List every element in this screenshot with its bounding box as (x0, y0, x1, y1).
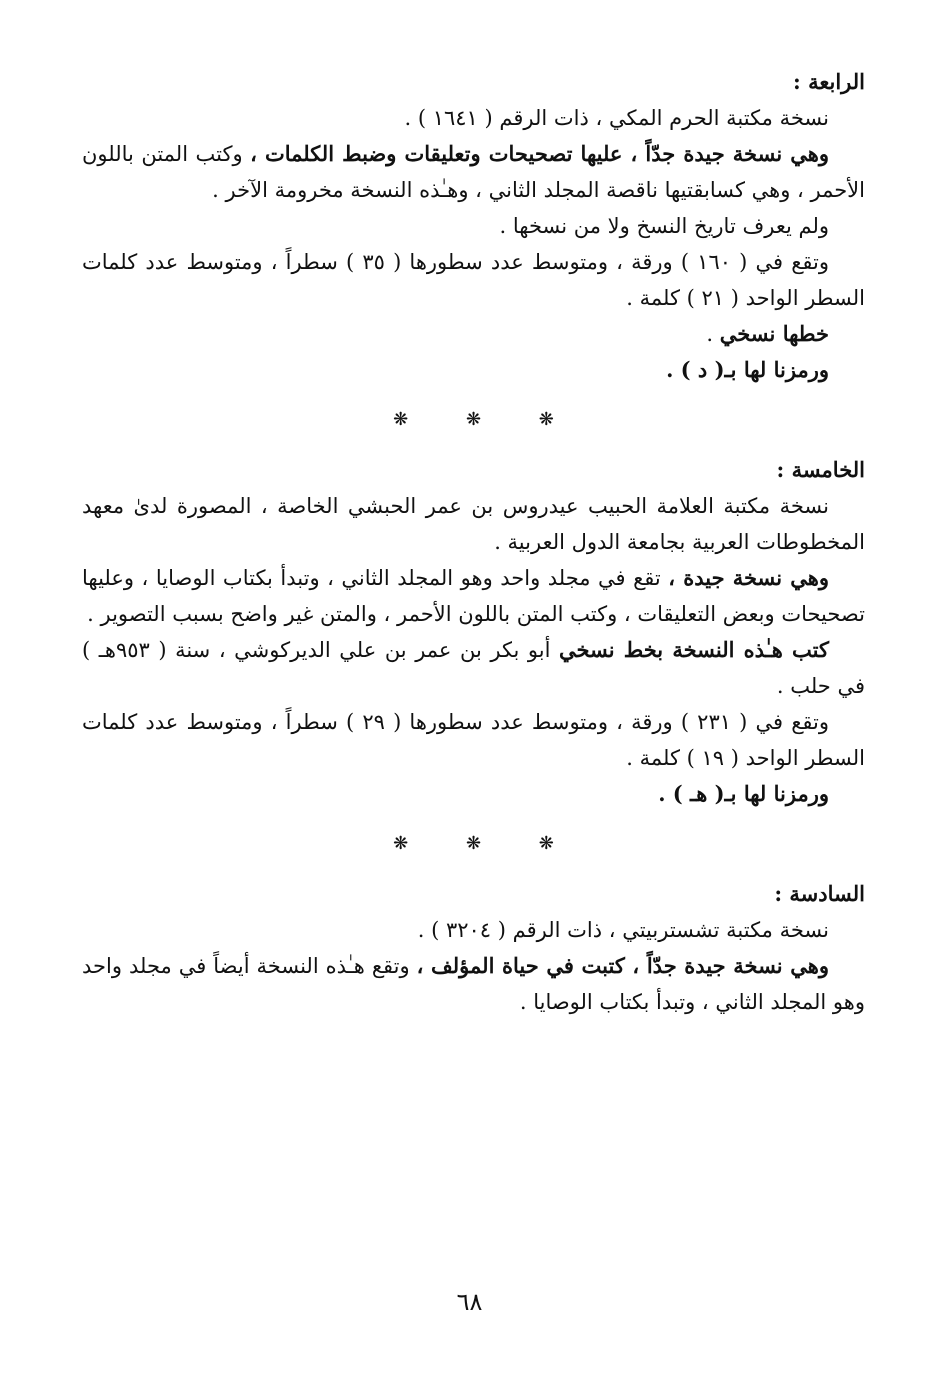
section-heading: الرابعة : (793, 69, 865, 94)
paragraph: ولم يعرف تاريخ النسخ ولا من نسخها . (499, 214, 829, 238)
paragraph: نسخة مكتبة الحرم المكي ، ذات الرقم ( ١٦٤١ ) . (404, 106, 829, 130)
paragraph: كتب هـٰذه النسخة بخط نسخي أبو بكر بن عمر بن علي الديركوشي ، سنة ( ٩٥٣هـ ) في حلب . (82, 637, 865, 698)
page-body (82, 64, 865, 1020)
paragraph: خطها نسخي . (706, 321, 829, 346)
section-heading: الخامسة : (776, 457, 865, 482)
paragraph: نسخة مكتبة تشستربيتي ، ذات الرقم ( ٣٢٠٤ ) . (417, 918, 829, 942)
paragraph: ورمزنا لها بـ( د ) . (666, 357, 829, 382)
paragraph: ورمزنا لها بـ( هـ ) . (658, 781, 829, 806)
paragraph: وهي نسخة جيدة ، تقع في مجلد واحد وهو المجلد الثاني ، وتبدأ بكتاب الوصايا ، وعليها تصحيحات وبعض التعليقات ، وكتب المتن باللون الأحمر ، والمتن غير واضح بسبب التصوير . (82, 565, 865, 626)
paragraph: نسخة مكتبة العلامة الحبيب عيدروس بن عمر الحبشي الخاصة ، المصورة لدىٰ معهد المخطوطات العربية بجامعة الدول العربية . (82, 494, 865, 554)
section-heading: السادسة : (774, 881, 865, 906)
paragraph: وهي نسخة جيدة جدّاً ، كتبت في حياة المؤلف ، وتقع هـٰذه النسخة أيضاً في مجلد واحد وهو المجلد الثاني ، وتبدأ بكتاب الوصايا . (82, 953, 865, 1014)
section-separator: ❋ ❋ ❋ (393, 409, 580, 430)
paragraph: وتقع في ( ١٦٠ ) ورقة ، ومتوسط عدد سطورها ( ٣٥ ) سطراً ، ومتوسط عدد كلمات السطر الواحد ( ٢١ ) كلمة . (82, 250, 865, 310)
page-number: ٦٨ (456, 1288, 483, 1316)
paragraph: وتقع في ( ٢٣١ ) ورقة ، ومتوسط عدد سطورها ( ٢٩ ) سطراً ، ومتوسط عدد كلمات السطر الواحد ( ١٩ ) كلمة . (82, 710, 865, 770)
section-separator: ❋ ❋ ❋ (393, 833, 580, 854)
paragraph: وهي نسخة جيدة جدّاً ، عليها تصحيحات وتعليقات وضبط الكلمات ، وكتب المتن باللون الأحمر ، وهي كسابقتيها ناقصة المجلد الثاني ، وهـٰذه النسخة مخرومة الآخر . (82, 141, 865, 202)
